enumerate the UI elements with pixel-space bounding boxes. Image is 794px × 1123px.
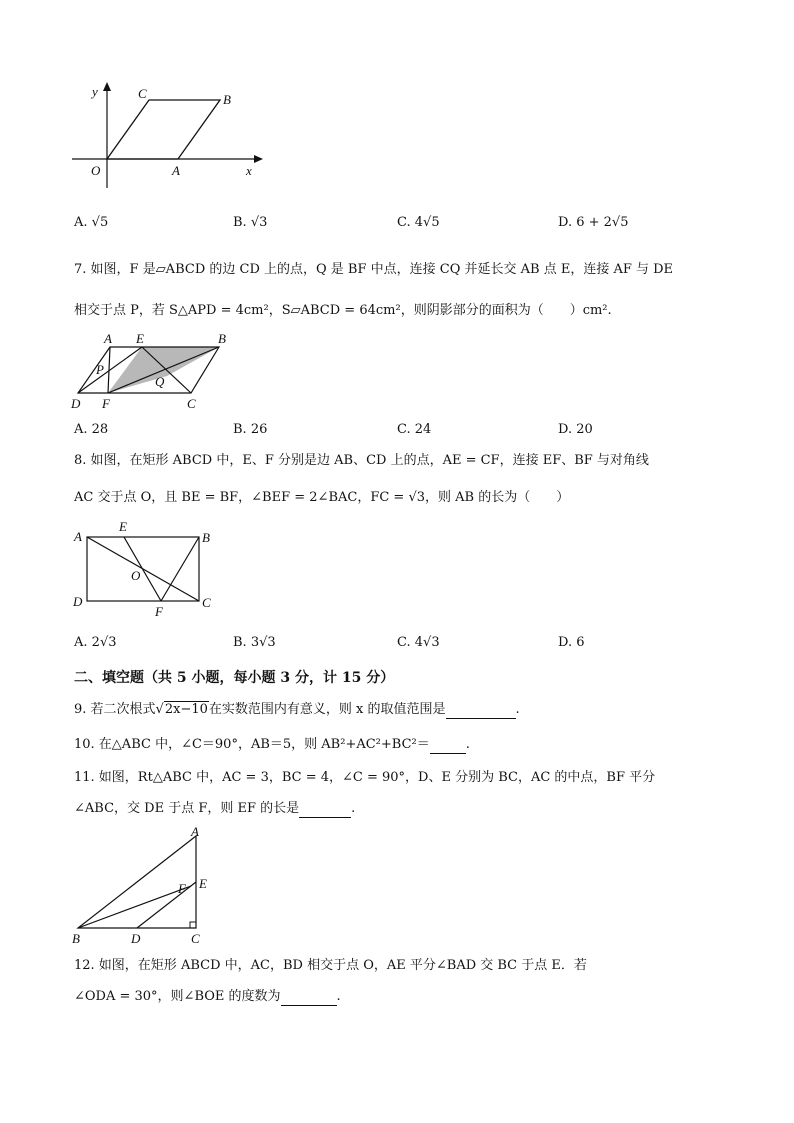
- q10-end: .: [465, 737, 470, 752]
- q6-option-c[interactable]: [397, 215, 440, 230]
- option-letter: B.: [233, 215, 247, 230]
- x-axis-arrow-icon: [254, 155, 263, 163]
- parallelogram-OABC: [107, 100, 220, 159]
- label-C: C: [202, 595, 211, 610]
- label-F: F: [178, 881, 186, 896]
- q12-line2-text: ∠ODA = 30°，则∠BOE 的度数为: [74, 989, 281, 1004]
- q9-pre: 9. 若二次根式: [74, 702, 156, 717]
- label-C: C: [187, 396, 196, 411]
- label-C: C: [191, 931, 200, 946]
- q8-option-d[interactable]: D. 6: [558, 635, 585, 650]
- label-D: D: [71, 396, 81, 411]
- q12-stem-line2: [74, 988, 341, 1006]
- q11-end: .: [351, 801, 356, 816]
- label-O: O: [91, 163, 101, 178]
- label-F: F: [155, 604, 163, 619]
- option-value: √3: [250, 215, 268, 230]
- option-letter: C.: [397, 635, 411, 650]
- q10-stem: [74, 736, 470, 754]
- q6-figure: [60, 78, 280, 188]
- label-B: B: [202, 530, 210, 545]
- q7-option-a[interactable]: A. 28: [74, 422, 109, 437]
- q9-radicand: 2x−10: [164, 702, 208, 717]
- q8-figure: [68, 516, 228, 622]
- q9-answer-blank[interactable]: [446, 704, 516, 719]
- option-value: √5: [91, 215, 109, 230]
- q11-line2-text: ∠ABC，交 DE 于点 F，则 EF 的长是: [74, 801, 300, 816]
- label-O: O: [131, 568, 141, 583]
- q9-post: 在实数范围内有意义，则 x 的取值范围是: [208, 702, 446, 717]
- q11-figure: [66, 826, 226, 948]
- label-D: D: [131, 931, 141, 946]
- label-A: A: [74, 529, 82, 544]
- label-A: A: [104, 331, 112, 346]
- segment-EF: [124, 537, 161, 601]
- option-value: 2√3: [91, 635, 117, 650]
- option-value: 6 + 2√5: [576, 215, 629, 230]
- q11-answer-blank[interactable]: [299, 803, 351, 818]
- q6-option-a[interactable]: [74, 215, 108, 230]
- label-E: E: [199, 876, 207, 891]
- option-letter: D.: [558, 215, 573, 230]
- segment-DE: [137, 882, 196, 928]
- option-letter: B.: [233, 635, 247, 650]
- q12-answer-blank[interactable]: [281, 991, 337, 1006]
- label-A: A: [191, 826, 199, 839]
- q8-stem-line1: 8. 如图，在矩形 ABCD 中，E、F 分别是边 AB、CD 上的点，AE = CF，连接 EF、BF 与对角线: [74, 453, 649, 468]
- q12-stem-line1: 12. 如图，在矩形 ABCD 中，AC，BD 相交于点 O，AE 平分∠BAD 交 BC 于点 E．若: [74, 958, 587, 973]
- label-E: E: [136, 331, 144, 346]
- q7-option-d[interactable]: D. 20: [558, 422, 593, 437]
- label-B: B: [223, 92, 231, 107]
- q8-option-c[interactable]: [397, 635, 440, 650]
- y-axis-arrow-icon: [103, 82, 111, 91]
- radical-sign-icon: √: [155, 702, 164, 717]
- q7-stem-line2: 相交于点 P，若 S△APD = 4cm²，S▱ABCD = 64cm²，则阴影部分的面积为（ ）cm².: [74, 303, 612, 318]
- q9-stem: [74, 701, 520, 719]
- label-B: B: [218, 331, 226, 346]
- label-B: B: [72, 931, 80, 946]
- option-letter: A.: [74, 215, 88, 230]
- q7-option-c[interactable]: C. 24: [397, 422, 432, 437]
- option-letter: C.: [397, 215, 411, 230]
- q7-option-b[interactable]: B. 26: [233, 422, 268, 437]
- right-angle-mark: [190, 922, 196, 928]
- label-D: D: [73, 594, 83, 609]
- section-heading: 二、填空题（共 5 小题，每小题 3 分，计 15 分）: [74, 670, 395, 686]
- label-Q: Q: [155, 374, 165, 389]
- q11-stem-line1: 11. 如图，Rt△ABC 中，AC = 3，BC = 4，∠C = 90°，D、E 分别为 BC，AC 的中点，BF 平分: [74, 770, 656, 785]
- q9-end: .: [515, 702, 520, 717]
- label-E: E: [119, 519, 127, 534]
- label-y: y: [92, 84, 98, 99]
- option-value: 4√3: [414, 635, 440, 650]
- segment-BF: [161, 537, 199, 601]
- q10-text: 10. 在△ABC 中，∠C＝90°，AB＝5，则 AB²+AC²+BC²＝: [74, 737, 430, 752]
- option-value: 4√5: [414, 215, 440, 230]
- option-value: 3√3: [250, 635, 276, 650]
- label-C: C: [138, 86, 147, 101]
- label-A: A: [172, 163, 180, 178]
- q6-option-d[interactable]: [558, 215, 629, 230]
- q12-end: .: [336, 989, 341, 1004]
- label-F: F: [102, 396, 110, 411]
- q8-option-b[interactable]: [233, 635, 276, 650]
- label-P: P: [96, 362, 104, 377]
- q11-stem-line2: [74, 800, 355, 818]
- q6-option-b[interactable]: [233, 215, 267, 230]
- q10-answer-blank[interactable]: [430, 739, 466, 754]
- q8-option-a[interactable]: [74, 635, 117, 650]
- q8-stem-line2: AC 交于点 O，且 BE = BF，∠BEF = 2∠BAC，FC = √3，则 AB 的长为（ ）: [74, 490, 570, 505]
- option-letter: A.: [74, 635, 88, 650]
- q7-stem-line1: 7. 如图，F 是▱ABCD 的边 CD 上的点，Q 是 BF 中点，连接 CQ 并延长交 AB 点 E，连接 AF 与 DE: [74, 262, 674, 277]
- label-x: x: [246, 163, 252, 178]
- q7-figure: [68, 330, 238, 412]
- segment-BF: [78, 886, 191, 928]
